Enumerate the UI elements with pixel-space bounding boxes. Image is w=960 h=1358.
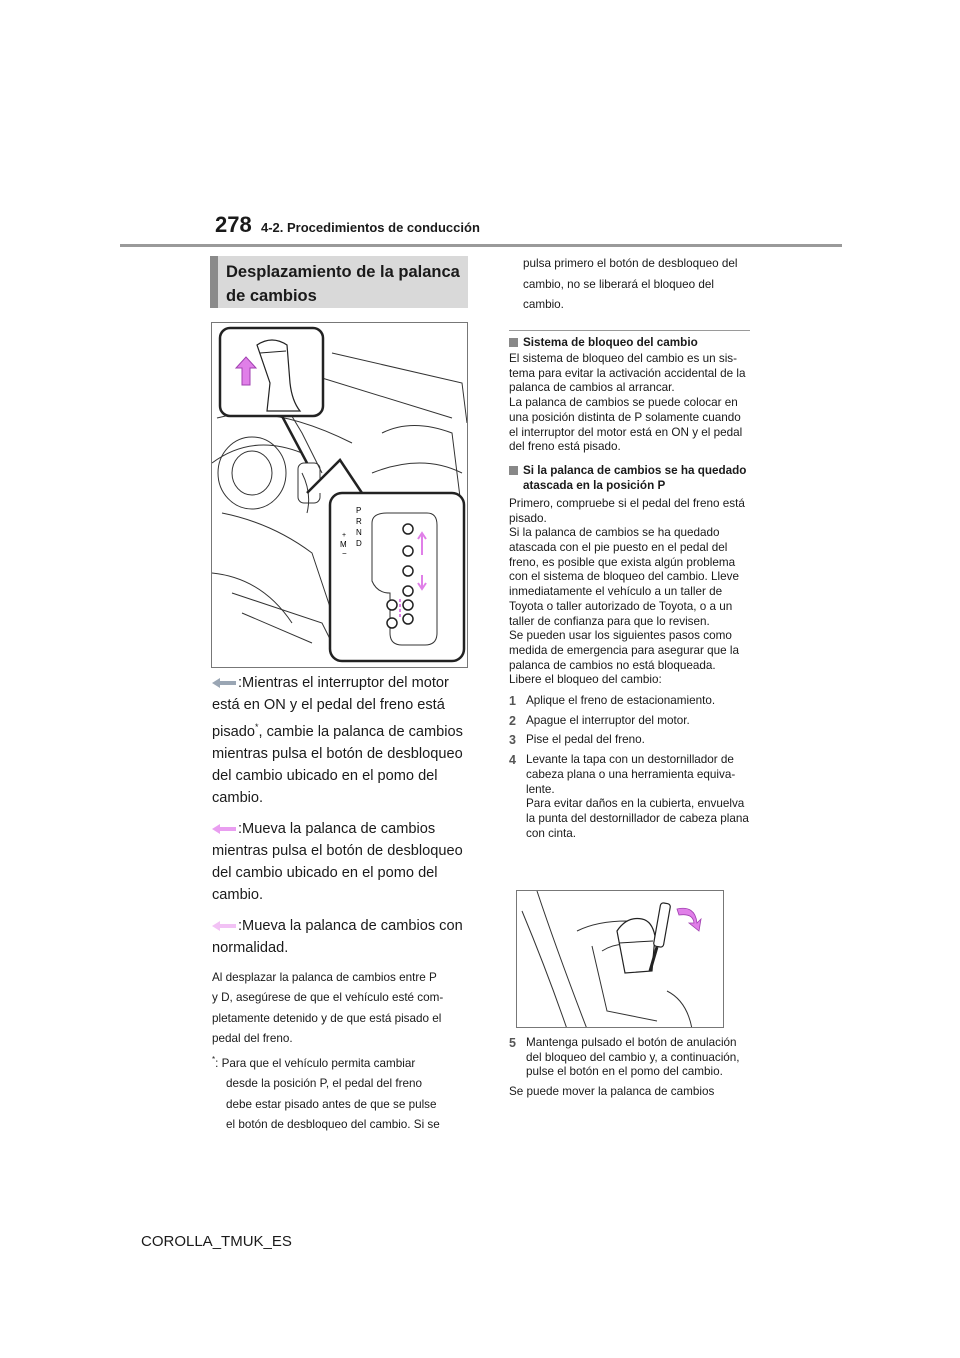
manual-minus-label: − (342, 549, 347, 558)
text-line: cambio. (212, 789, 264, 806)
text-line: cambio, no se liberará el bloqueo del (523, 277, 715, 291)
footnote-mark: * (212, 1054, 216, 1064)
text-line: del cambio ubicado en el pomo del (212, 767, 438, 784)
footnote-mark: * (255, 722, 259, 732)
text-line: el botón de desbloqueo del cambio. Si se (226, 1118, 440, 1132)
subheading-shift-lock: Sistema de bloqueo del cambio (509, 335, 751, 350)
arrow-explanation-2 (212, 818, 470, 906)
step-4-note: Para evitar daños en la cubierta, envuelva la punta del destornillador de cabeza plana con cinta. (526, 797, 749, 840)
heading-line-2: de cambios (226, 287, 317, 305)
text-line: mientras pulsa el botón de desbloqueo (212, 745, 463, 762)
light-pink-arrow-icon (212, 921, 236, 931)
shift-lock-description: El sistema de bloqueo del cambio es un sis-tema para evitar la activación accidental de la palanca de cambios al arrancar. (509, 352, 746, 395)
header-rule (120, 244, 842, 247)
heading-box (210, 256, 468, 308)
subheading-stuck-in-p: Si la palanca de cambios se ha quedado atascada en la posición P (509, 463, 751, 493)
rotate-arrow-icon (677, 908, 701, 931)
footnote (212, 1050, 470, 1136)
text-line: del cambio ubicado en el pomo del (212, 864, 438, 881)
footnote-continuation (509, 254, 751, 316)
gate-label-p: P (356, 506, 362, 515)
section-title: 4-2. Procedimientos de conducción (261, 220, 480, 235)
gate-label-n: N (356, 528, 362, 537)
text-line: Al desplazar la palanca de cambios entre P (212, 970, 437, 984)
manual-m-label: M (340, 540, 347, 549)
shift-lever-illustration (211, 322, 468, 668)
text-line: :Mueva la palanca de cambios con (238, 917, 463, 934)
text-line: desde la posición P, el pedal del freno (226, 1077, 423, 1091)
shift-lever-drawing (212, 323, 468, 668)
step-4: 4 Levante la tapa con un destornillador de cabeza plana o una herramienta equiva-lente. (509, 753, 736, 796)
shift-lock-condition: La palanca de cambios se puede colocar en una posición distinta de P solamente cuando el interruptor del motor está en ON y el pedal del freno está pisado. (509, 396, 743, 454)
text-line: pletamente detenido y de que está pisado el (212, 1011, 442, 1025)
square-bullet-icon (509, 466, 518, 475)
text-line: está en ON y el pedal del freno está (212, 697, 445, 713)
screwdriver-illustration (516, 890, 724, 1028)
warning-paragraph (212, 968, 470, 1050)
footer-code: COROLLA_TMUK_ES (141, 1233, 292, 1250)
divider (509, 330, 750, 331)
text-line: , cambie la palanca de cambios (258, 723, 463, 740)
gray-arrow-icon (212, 678, 236, 688)
text-line: debe estar pisado antes de que se pulse (226, 1097, 437, 1111)
step-1: 1 Aplique el freno de estacionamiento. (509, 694, 716, 709)
arrow-explanation-3 (212, 915, 470, 959)
step-3: 3 Pise el pedal del freno. (509, 733, 645, 748)
screwdriver-drawing (517, 891, 724, 1028)
text-line: normalidad. (212, 939, 289, 956)
text-line: pedal del freno. (212, 1032, 293, 1046)
square-bullet-icon (509, 338, 518, 347)
release-lock-label: Libere el bloqueo del cambio: (509, 673, 662, 687)
left-column (212, 672, 470, 1136)
stuck-check-brake: Primero, compruebe si el pedal del freno está pisado. (509, 496, 745, 525)
text-line: cambio. (212, 886, 264, 903)
stuck-explanation: Si la palanca de cambios se ha quedado atascada con el pie puesto en el pedal del freno, es posible que exista algún problema con el sistema de bloqueo del cambio. Lleve inmediatamente el vehículo a un taller de Toyota o taller autorizado de Toyota, o a un taller de confianza para que lo revisen. (509, 526, 739, 628)
arrow-explanation-1 (212, 672, 470, 809)
text-line: mientras pulsa el botón de desbloqueo (212, 842, 463, 859)
text-line: :Mueva la palanca de cambios (238, 820, 436, 837)
manual-plus-label: + (342, 532, 347, 539)
step-5: 5 Mantenga pulsado el botón de anulación del bloqueo del cambio y, a continuación, pulse el botón en el pomo del cambio. (509, 1036, 740, 1079)
text-line: :Mientras el interruptor del motor (238, 675, 449, 691)
heading-line-1: Desplazamiento de la palanca (226, 263, 460, 281)
emergency-steps-intro: Se pueden usar los siguientes pasos como medida de emergencia para asegurar que la palanca de cambios no está bloqueada. (509, 629, 740, 672)
step-2: 2 Apague el interruptor del motor. (509, 713, 690, 728)
text-line: y D, asegúrese de que el vehículo esté com- (212, 991, 444, 1005)
pink-arrow-icon (212, 824, 236, 834)
gate-label-d: D (356, 539, 362, 548)
final-line: Se puede mover la palanca de cambios (509, 1085, 715, 1099)
text-line: cambio. (523, 298, 564, 311)
right-column-bottom (509, 1036, 751, 1108)
text-line: pisado (212, 723, 256, 740)
page-number: 278 (215, 212, 252, 237)
text-line: pulsa primero el botón de desbloqueo del (523, 257, 738, 270)
right-column (509, 335, 751, 846)
gate-label-r: R (356, 517, 362, 526)
text-line: : Para que el vehículo permita cambiar (215, 1056, 416, 1070)
